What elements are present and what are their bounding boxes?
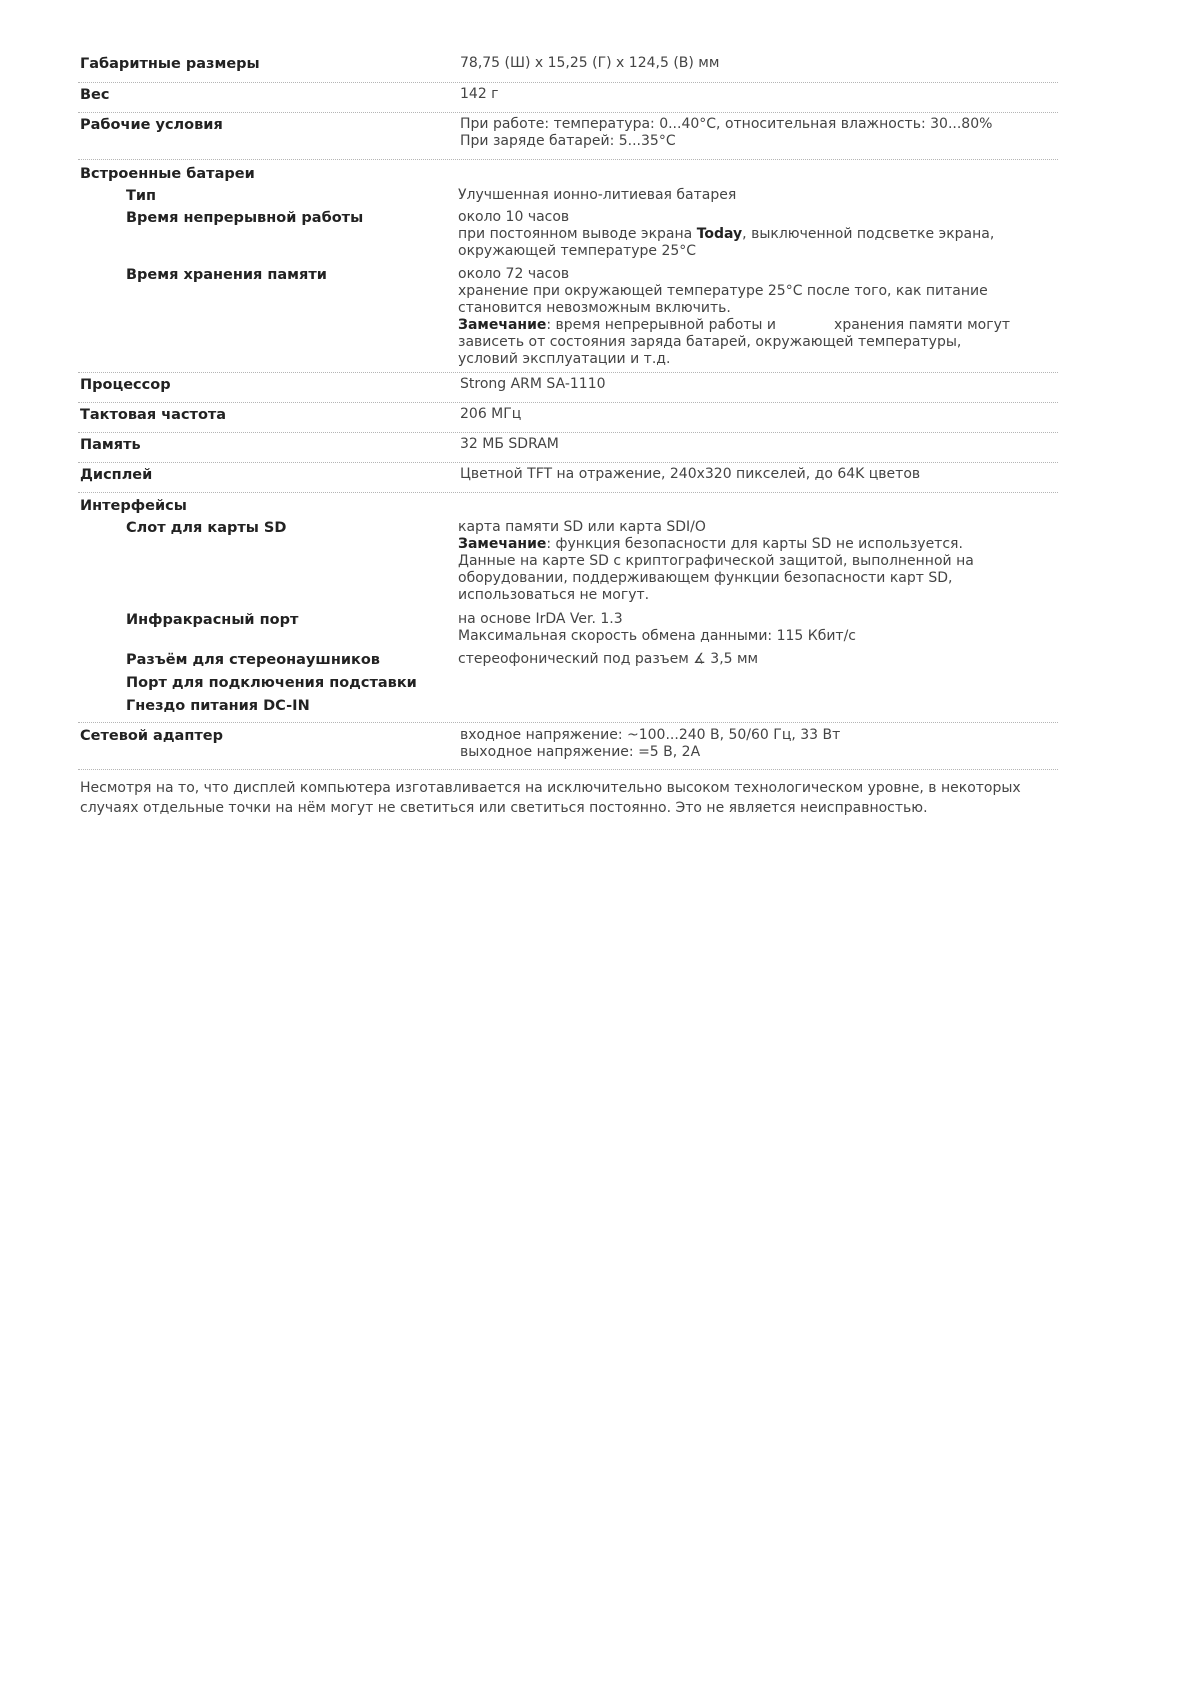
spec-sublabel: Время хранения памяти — [126, 267, 327, 283]
spec-value — [460, 727, 1058, 769]
spec-sublabel: Слот для карты SD — [126, 520, 287, 536]
text-part: : функция безопасности для карты SD не используется. — [546, 536, 963, 552]
value-line: хранение при окружающей температуре 25°С после того, как питание — [458, 283, 988, 299]
note-label: Замечание — [458, 317, 547, 333]
spec-value: 142 г — [460, 86, 499, 102]
spec-value: Улучшенная ионно-литиевая батарея — [458, 187, 737, 203]
value-line: использоваться не могут. — [458, 587, 650, 603]
value-line — [458, 317, 1058, 334]
value-line: зависеть от состояния заряда батарей, окружающей температуры, — [458, 334, 962, 350]
spec-sublabel: Порт для подключения подставки — [126, 675, 417, 691]
text-part: : время непрерывной работы и — [546, 317, 777, 333]
value-line: становится невозможным включить. — [458, 300, 731, 316]
value-line: При работе: температура: 0...40°С, относительная влажность: 30...80% — [460, 116, 993, 132]
spec-sublabel: Время непрерывной работы — [126, 210, 364, 226]
spec-row-weight — [78, 83, 1058, 113]
spec-label: Память — [80, 437, 141, 453]
spec-subrow-type — [78, 187, 1058, 209]
spec-row-clock — [78, 403, 1058, 433]
value-line: входное напряжение: ~100...240 В, 50/60 Гц, 33 Вт — [460, 727, 841, 743]
value-line — [458, 536, 1058, 553]
text-part: хранения памяти могут — [834, 317, 1011, 333]
spec-value: 206 МГц — [460, 406, 522, 422]
spec-sublabel: Гнездо питания DC-IN — [126, 698, 310, 714]
text-emphasis: Today — [696, 226, 743, 242]
spec-sublabel: Разъём для стереонаушников — [126, 652, 380, 668]
spec-subrow-cradle — [78, 674, 1058, 697]
spec-value — [458, 266, 1058, 368]
spec-label: Тактовая частота — [80, 407, 227, 423]
spec-value: 78,75 (Ш) x 15,25 (Г) x 124,5 (В) мм — [460, 55, 720, 71]
spec-label: Вес — [80, 87, 110, 103]
spec-value: Strong ARM SA-1110 — [460, 376, 606, 392]
spec-value — [458, 611, 1058, 651]
spec-row-interfaces — [78, 493, 1058, 723]
text-part: при постоянном выводе экрана — [458, 226, 697, 242]
spec-label: Процессор — [80, 377, 171, 393]
spec-value — [460, 116, 1058, 159]
spec-group-label: Интерфейсы — [80, 498, 187, 514]
spec-label: Сетевой адаптер — [80, 728, 223, 744]
value-line: Максимальная скорость обмена данными: 115 Кбит/с — [458, 628, 856, 644]
spec-row-memory — [78, 433, 1058, 463]
spec-sublabel: Тип — [126, 188, 157, 204]
spec-label: Габаритные размеры — [80, 56, 260, 72]
spec-row-operating — [78, 113, 1058, 160]
value-line: оборудовании, поддерживающем функции безопасности карт SD, — [458, 570, 953, 586]
spec-value: Цветной TFT на отражение, 240x320 пикселей, до 64K цветов — [460, 466, 921, 482]
spec-subrow-runtime — [78, 209, 1058, 266]
text-part: , выключенной подсветке экрана, — [742, 226, 995, 242]
value-line — [458, 226, 1058, 243]
spec-sublabel: Инфракрасный порт — [126, 612, 299, 628]
footnote-line: случаях отдельные точки на нём могут не светиться или светиться постоянно. Это не является неисправностью. — [80, 800, 928, 816]
footnote — [80, 778, 1070, 818]
spec-subrow-audio — [78, 651, 1058, 674]
spec-group-label: Встроенные батареи — [80, 166, 255, 182]
spec-value — [458, 209, 1058, 266]
spec-label: Дисплей — [80, 467, 153, 483]
spec-label: Рабочие условия — [80, 117, 223, 133]
spec-value — [458, 519, 1058, 611]
spec-row-display — [78, 463, 1058, 493]
spec-subrow-dcin — [78, 697, 1058, 718]
value-line: Данные на карте SD с криптографической защитой, выполненной на — [458, 553, 974, 569]
value-line: около 10 часов — [458, 209, 570, 225]
note-label: Замечание — [458, 536, 547, 552]
value-line: выходное напряжение: =5 В, 2А — [460, 744, 701, 760]
value-line: условий эксплуатации и т.д. — [458, 351, 671, 367]
value-line: окружающей температуре 25°С — [458, 243, 697, 259]
spec-table — [78, 52, 1058, 770]
value-line: на основе IrDA Ver. 1.3 — [458, 611, 623, 627]
footnote-line: Несмотря на то, что дисплей компьютера изготавливается на исключительно высоком технологическом уровне, в некоторых — [80, 780, 1021, 796]
spec-subrow-retention — [78, 266, 1058, 368]
spec-row-cpu — [78, 373, 1058, 403]
spec-row-battery — [78, 160, 1058, 373]
spec-value: стереофонический под разъем ∡ 3,5 мм — [458, 651, 759, 667]
spec-subrow-sd — [78, 519, 1058, 611]
value-line: карта памяти SD или карта SDI/O — [458, 519, 706, 535]
spec-row-adapter — [78, 723, 1058, 770]
value-line: При заряде батарей: 5...35°С — [460, 133, 676, 149]
spec-row-dimensions — [78, 52, 1058, 83]
spec-subrow-ir — [78, 611, 1058, 651]
value-line: около 72 часов — [458, 266, 570, 282]
spec-value: 32 МБ SDRAM — [460, 436, 559, 452]
